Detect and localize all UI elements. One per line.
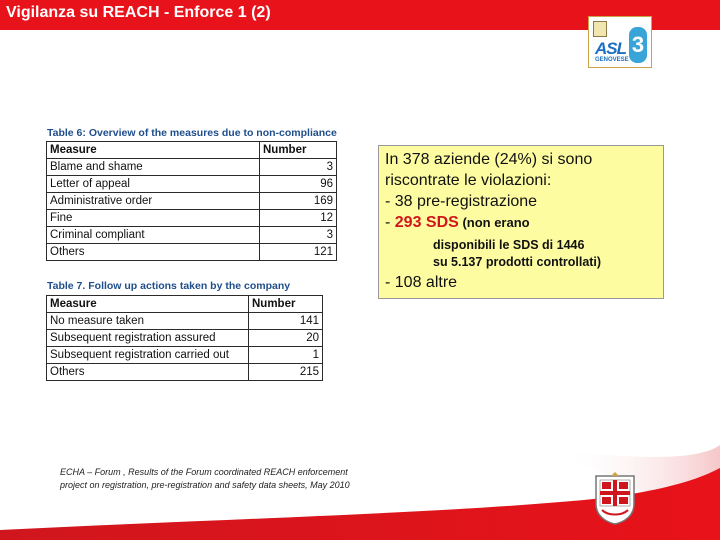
summary-note: disponibili le SDS di 1446 bbox=[433, 238, 585, 252]
table7-caption: Table 7. Follow up actions taken by the company bbox=[47, 280, 291, 292]
table-row bbox=[47, 347, 323, 364]
measure-cell: Criminal compliant bbox=[47, 227, 260, 244]
table-row bbox=[47, 176, 337, 193]
number-cell: 20 bbox=[249, 330, 323, 347]
logo-subtitle: GENOVESE bbox=[595, 57, 629, 63]
table-row bbox=[47, 330, 323, 347]
citation-line: ECHA – Forum , Results of the Forum coordinated REACH enforcement bbox=[60, 467, 348, 477]
summary-line: - 38 pre-registrazione bbox=[385, 193, 538, 210]
table-row bbox=[47, 244, 337, 261]
followup-table bbox=[46, 295, 323, 381]
number-cell: 3 bbox=[260, 159, 337, 176]
table6-header-measure: Measure bbox=[47, 142, 260, 159]
measure-cell: Administrative order bbox=[47, 193, 260, 210]
summary-line: riscontrate le violazioni: bbox=[385, 172, 552, 189]
summary-line: - 108 altre bbox=[385, 274, 458, 291]
asl-logo bbox=[588, 16, 652, 68]
measure-cell: Subsequent registration assured bbox=[47, 330, 249, 347]
table6-caption: Table 6: Overview of the measures due to non-compliance bbox=[47, 127, 337, 139]
logo-text: ASL bbox=[595, 39, 626, 58]
crest-badge-icon bbox=[593, 21, 607, 37]
measure-cell: No measure taken bbox=[47, 313, 249, 330]
table-row bbox=[47, 313, 323, 330]
number-cell: 121 bbox=[260, 244, 337, 261]
number-cell: 215 bbox=[249, 364, 323, 381]
number-cell: 3 bbox=[260, 227, 337, 244]
measures-table bbox=[46, 141, 337, 261]
genoa-crest-icon bbox=[592, 470, 638, 526]
summary-note: su 5.137 prodotti controllati) bbox=[433, 255, 602, 269]
table-row bbox=[47, 210, 337, 227]
number-cell: 141 bbox=[249, 313, 323, 330]
number-cell: 1 bbox=[249, 347, 323, 364]
number-cell: 96 bbox=[260, 176, 337, 193]
sds-suffix: (non erano bbox=[458, 215, 530, 230]
summary-line: In 378 aziende (24%) si sono bbox=[385, 151, 593, 168]
measure-cell: Fine bbox=[47, 210, 260, 227]
table-row bbox=[47, 193, 337, 210]
measure-cell: Blame and shame bbox=[47, 159, 260, 176]
sds-count: 293 SDS bbox=[394, 214, 459, 231]
summary-line-sds bbox=[385, 214, 530, 232]
number-cell: 12 bbox=[260, 210, 337, 227]
measure-cell: Letter of appeal bbox=[47, 176, 260, 193]
table-row bbox=[47, 159, 337, 176]
number-cell: 169 bbox=[260, 193, 337, 210]
sds-prefix: - bbox=[385, 214, 395, 231]
citation-line: project on registration, pre-registration and safety data sheets, May 2010 bbox=[60, 480, 350, 490]
slide-title: Vigilanza su REACH - Enforce 1 (2) bbox=[6, 4, 271, 21]
table-row bbox=[47, 364, 323, 381]
measure-cell: Others bbox=[47, 244, 260, 261]
logo-number: 3 bbox=[629, 27, 647, 63]
table7-header-number: Number bbox=[249, 296, 323, 313]
measure-cell: Subsequent registration carried out bbox=[47, 347, 249, 364]
table6-header-number: Number bbox=[260, 142, 337, 159]
table-row bbox=[47, 227, 337, 244]
measure-cell: Others bbox=[47, 364, 249, 381]
summary-box bbox=[378, 145, 664, 299]
table7-header-measure: Measure bbox=[47, 296, 249, 313]
